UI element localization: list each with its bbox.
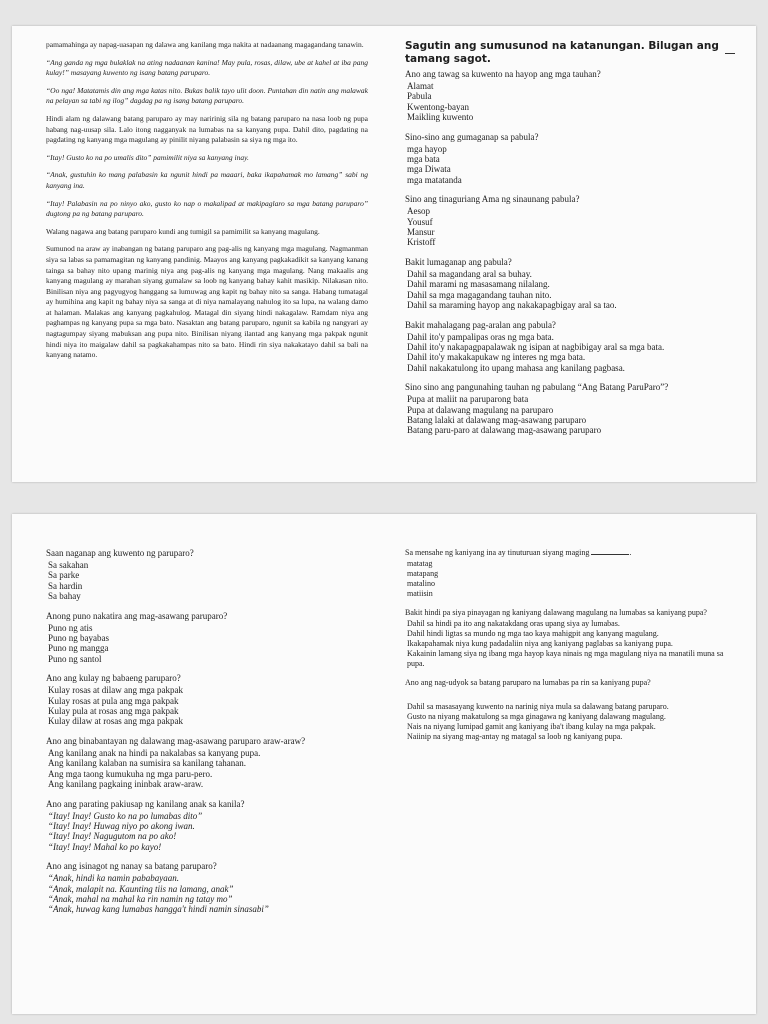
question-label: Saan naganap ang kuwento ng paruparo?	[46, 548, 194, 558]
answer-option[interactable]: Dahil ito'y nakapagpapalawak ng isipan at nagbibigay aral sa mga bata.	[407, 341, 665, 352]
answer-option[interactable]: Puno ng santol	[48, 653, 102, 664]
question-text	[46, 861, 366, 872]
instructions-heading	[405, 40, 737, 65]
quiz-column-top	[405, 40, 737, 445]
question-label: Ano ang binabantayan ng dalawang mag-asawang paruparo araw-araw?	[46, 735, 306, 746]
answer-option[interactable]: Kwentong-bayan	[407, 101, 469, 112]
question-block	[405, 548, 737, 599]
answer-option[interactable]: Mansur	[407, 227, 435, 238]
question-text	[405, 194, 737, 205]
answer-option[interactable]: “Itay! Inay! Huwag niyo po akong iwan.	[48, 820, 195, 831]
question-text: Sa mensahe ng kaniyang ina ay tinuturuan siyang maging .	[405, 548, 632, 557]
answer-option[interactable]: Gusto na niyang makatulong sa mga ginagawa ng kaniyang dalawang magulang.	[407, 712, 666, 721]
answer-option[interactable]: matiisin	[407, 589, 433, 598]
question-label: Ano ang isinagot ng nanay sa batang paruparo?	[46, 861, 217, 872]
answer-option[interactable]: Dahil nakakatulong ito upang mahasa ang kanilang pagbasa.	[407, 362, 625, 373]
answer-option[interactable]: matalino	[407, 579, 435, 588]
question-block	[405, 132, 737, 186]
answer-option[interactable]: “Anak, malapit na. Kaunting tiis na lamang, anak”	[48, 883, 234, 894]
answer-option[interactable]: mga Diwata	[407, 164, 451, 175]
answer-option[interactable]: Pupa at dalawang magulang na paruparo	[407, 404, 554, 415]
question-text	[405, 132, 737, 143]
pen-mark	[725, 53, 735, 54]
question-label: Sa mensahe ng kaniyang ina ay tinuturuan siyang maging	[405, 548, 590, 557]
answer-option[interactable]: Kristoff	[407, 237, 436, 248]
answer-option[interactable]: Ikakapahamak niya kung padadaliin niya ang kaniyang paglabas sa kaniyang pupa.	[407, 639, 673, 648]
question-label: Bakit hindi pa siya pinayagan ng kaniyang dalawang magulang na lumabas sa kaniyang pupa?	[405, 608, 707, 617]
answer-option[interactable]: Batang paru-paro at dalawang mag-asawang paruparo	[407, 425, 602, 436]
answer-option[interactable]: Dahil hindi ligtas sa mundo ng mga tao kaya mahigpit ang kanyang magulang.	[407, 629, 659, 638]
question-block	[405, 702, 737, 742]
answer-option[interactable]: mga hayop	[407, 143, 447, 154]
quiz-column-bottom-left	[46, 548, 366, 924]
question-text	[46, 736, 366, 747]
question-label: Ano ang nag-udyok sa batang paruparo na lumabas pa rin sa kaniyang pupa?	[405, 678, 651, 687]
question-block	[405, 69, 737, 123]
answer-option[interactable]: Kulay rosas at dilaw ang mga pakpak	[48, 685, 183, 696]
answer-option[interactable]: matatag	[407, 559, 433, 568]
story-paragraph: “Anak, gustuhin ko mang palabasin ka ngunit hindi pa maaari, baka ikapahamak mo lamang” sabi ng kanyang ina.	[46, 170, 368, 190]
answer-option[interactable]: Pupa at maliit na paruparong bata	[407, 394, 529, 405]
question-block	[46, 861, 366, 915]
question-block	[46, 611, 366, 665]
answer-option[interactable]: Nais na niyang lumipad gamit ang kaniyang iba't ibang kulay na mga pakpak.	[407, 722, 656, 731]
answer-option[interactable]: Dahil ito'y pampalipas oras ng mga bata.	[407, 331, 554, 342]
answer-option[interactable]: Kulay rosas at pula ang mga pakpak	[48, 695, 179, 706]
question-text	[46, 611, 366, 622]
answer-option[interactable]: “Anak, mahal na mahal ka rin namin ng tatay mo”	[48, 893, 233, 904]
answer-option[interactable]: Dahil sa masasayang kuwento na narinig niya mula sa dalawang batang paruparo.	[407, 702, 669, 711]
answer-option[interactable]: Dahil ito'y makakapukaw ng interes ng mga bata.	[407, 352, 586, 363]
question-label: Sino-sino ang gumaganap sa pabula?	[405, 131, 539, 142]
answer-option[interactable]: Kulay pula at rosas ang mga pakpak	[48, 706, 179, 717]
answer-option[interactable]: Pabula	[407, 91, 432, 102]
answer-option[interactable]: Ang kanilang pagkaing ininbak araw-araw.	[48, 779, 204, 790]
question-text	[405, 678, 737, 688]
answer-blank	[591, 554, 629, 555]
answer-option[interactable]: “Itay! Inay! Nagugutom na po ako!	[48, 831, 177, 842]
answer-option[interactable]: “Anak, hindi ka namin pababayaan.	[48, 873, 179, 884]
answer-option[interactable]: Kakainin lamang siya ng ibang mga hayop kaya ninais ng mga magulang niya na manatili muna sa pupa.	[407, 649, 724, 668]
question-label: Sino ang tinaguriang Ama ng sinaunang pabula?	[405, 194, 580, 205]
top-page	[12, 26, 756, 482]
answer-option[interactable]: Dahil sa maraming hayop ang nakakapagbigay aral sa tao.	[407, 300, 617, 311]
story-paragraph: “Itay! Gusto ko na po umalis dito” pamimilit niya sa kanyang inay.	[46, 152, 249, 162]
question-block	[46, 736, 366, 790]
question-block	[405, 194, 737, 248]
answer-option[interactable]: Alamat	[407, 81, 434, 91]
answer-option[interactable]: Puno ng bayabas	[48, 633, 109, 644]
question-block	[405, 320, 737, 374]
question-label: Sino sino ang pangunahing tauhan ng pabulang “Ang Batang ParuParo”?	[405, 382, 669, 393]
question-label: Anong puno nakatira ang mag-asawang paruparo?	[46, 610, 228, 621]
answer-option[interactable]: Ang kanilang kalaban na sumisira sa kanilang tahanan.	[48, 758, 246, 769]
answer-option[interactable]: Puno ng mangga	[48, 643, 109, 654]
answer-option[interactable]: Dahil marami ng masasamang nilalang.	[407, 279, 550, 290]
answer-option[interactable]: Puno ng atis	[48, 622, 93, 633]
question-text	[405, 382, 737, 393]
answer-option[interactable]: matapang	[407, 569, 439, 578]
question-text	[46, 799, 366, 810]
answer-option[interactable]: Aesop	[407, 206, 430, 217]
bottom-page	[12, 514, 756, 1014]
story-paragraph: Hindi alam ng dalawang batang paruparo ay may naririnig sila ng batang paruparo na nasa loob ng pupa habang nag-uusap sila. Lalo itong nagganyak na lumabas na sa kanyang pupa. Dahil dito, pagdating na pagdating ng kanyang mga magulang ay pinilit niyang palabasin sa siya ng mga ito.	[46, 113, 368, 145]
answer-option[interactable]: “Itay! Inay! Mahal ko po kayo!	[48, 841, 162, 852]
answer-option[interactable]: Batang lalaki at dalawang mag-asawang paruparo	[407, 414, 587, 425]
answer-option[interactable]: “Anak, huwag kang lumabas hangga't hindi namin sinasabi”	[48, 904, 269, 915]
story-paragraph: “Itay! Palabasin na po ninyo ako, gusto ko nap o makalipad at makipaglaro sa mga batang paruparo” dugtong pa ng batang paruparo.	[46, 198, 368, 219]
answer-option[interactable]: Sa sakahan	[48, 560, 89, 570]
story-paragraph: pamamahinga ay napag-uasapan ng dalawa ang kanilang mga nakita at nadaanang magagandang tanawin.	[46, 40, 364, 49]
question-text	[405, 257, 737, 268]
question-text	[405, 69, 737, 80]
answer-option[interactable]: Dahil sa magandang aral sa buhay.	[407, 268, 532, 279]
answer-option[interactable]: mga bata	[407, 154, 440, 165]
question-block	[405, 608, 737, 669]
answer-option[interactable]: Dahil sa hindi pa ito ang nakatakdang oras upang siya ay lumabas.	[407, 619, 620, 628]
story-paragraph: “Oo nga! Matatamis din ang mga katas nito. Bukas balik tayo ulit doon. Puntahan din natin ang malawak na pelayan sa tabi ng ilog” dagdag pa ng isang batang paruparo.	[46, 85, 368, 106]
question-text	[405, 608, 737, 618]
question-label: Ano ang tawag sa kuwento na hayop ang mga tauhan?	[405, 69, 601, 79]
question-text	[405, 320, 737, 331]
story-paragraph: “Ang ganda ng mga bulaklak na ating nadaanan kanina! May pula, rosas, dilaw, ube at kahel at iba pang kulay!” masayang kuwento ng isang batang paruparo.	[46, 57, 368, 78]
story-paragraph: Sumunod na araw ay inabangan ng batang paruparo ang pag-alis ng kanyang mga magulang. Nagmanman siya sa labas sa pamamagitan ng kanyang pandinig. Maayos ang kanyang pagkakadikit sa kanyang kanang tainga sa bahay nito upang marinig niya ang pag-alis ng kanyang mga magulang. Nang makaalis ang kanyang magulang ay marahan siyang gumalaw sa loob ng kanyang bahay kahit masikip. Nilakasan nito. Binilisan niya ang pagyugyog hanggang sa lumuwag ang kapit ng bahay nito sa sanga. Habang tumatagal ay humihina ang kapit ng bahay niya sa sanga at di niya namalayang nahulog ito sa lupa, na walang damo at halaman. Malakas ang kanyang pagkahulog. Matagal din siyang hindi nakagalaw. Ramdam niya ang paghampas ng kanyang pupa sa mga bato. Nasaktan ang batang paruparo, ngunit sa kabila ng nangyari ay nagtagumpay siyang mabuksan ang pupa nito. Binilisan niyang ilantad ang kanyang mga pakpak ngunit hindi niya ito maigalaw dahil sa pagkakahampas nito sa bato. Hindi rin siya nakakatayo dahil sa bali na kanyang natamo.	[46, 244, 368, 360]
story-paragraph: Walang nagawa ang batang paruparo kundi ang tumigil sa pamimilit sa kanyang magulang.	[46, 226, 320, 236]
story-column	[46, 40, 368, 368]
answer-option[interactable]: Dahil sa mga magagandang tauhan nito.	[407, 289, 552, 300]
quiz-column-bottom-right	[405, 548, 737, 751]
question-text	[46, 673, 366, 684]
answer-option[interactable]: mga matatanda	[407, 174, 462, 185]
question-block	[46, 548, 366, 602]
question-label: Ano ang parating pakiusap ng kanilang anak sa kanila?	[46, 798, 245, 809]
answer-option[interactable]: Ang kanilang anak na hindi pa nakalabas sa kanyang pupa.	[48, 747, 261, 758]
question-label: Bakit mahalagang pag-aralan ang pabula?	[405, 319, 556, 330]
answer-option[interactable]: Kulay dilaw at rosas ang mga pakpak	[48, 716, 183, 727]
question-block	[405, 678, 737, 688]
answer-option[interactable]: Naiinip na siyang mag-antay ng matagal sa loob ng kaniyang pupa.	[407, 732, 623, 741]
answer-option[interactable]: Maikling kuwento	[407, 112, 474, 123]
question-label: Bakit lumaganap ang pabula?	[405, 256, 512, 267]
question-block	[405, 382, 737, 436]
question-block	[46, 673, 366, 727]
question-block	[405, 257, 737, 311]
answer-option[interactable]: Yousuf	[407, 216, 433, 227]
question-block	[46, 799, 366, 853]
answer-option[interactable]: Sa hardin	[48, 580, 83, 591]
answer-option[interactable]: “Itay! Inay! Gusto ko na po lumabas dito”	[48, 810, 203, 821]
answer-option[interactable]: Sa parke	[48, 570, 80, 581]
instructions-text: Sagutin ang sumusunod na katanungan. Bilugan ang tamang sagot.	[405, 40, 719, 65]
answer-option[interactable]: Sa bahay	[48, 591, 81, 602]
answer-option[interactable]: Ang mga taong kumukuha ng mga paru-pero.	[48, 768, 213, 779]
question-label: Ano ang kulay ng babaeng paruparo?	[46, 673, 181, 684]
question-text	[46, 548, 366, 559]
